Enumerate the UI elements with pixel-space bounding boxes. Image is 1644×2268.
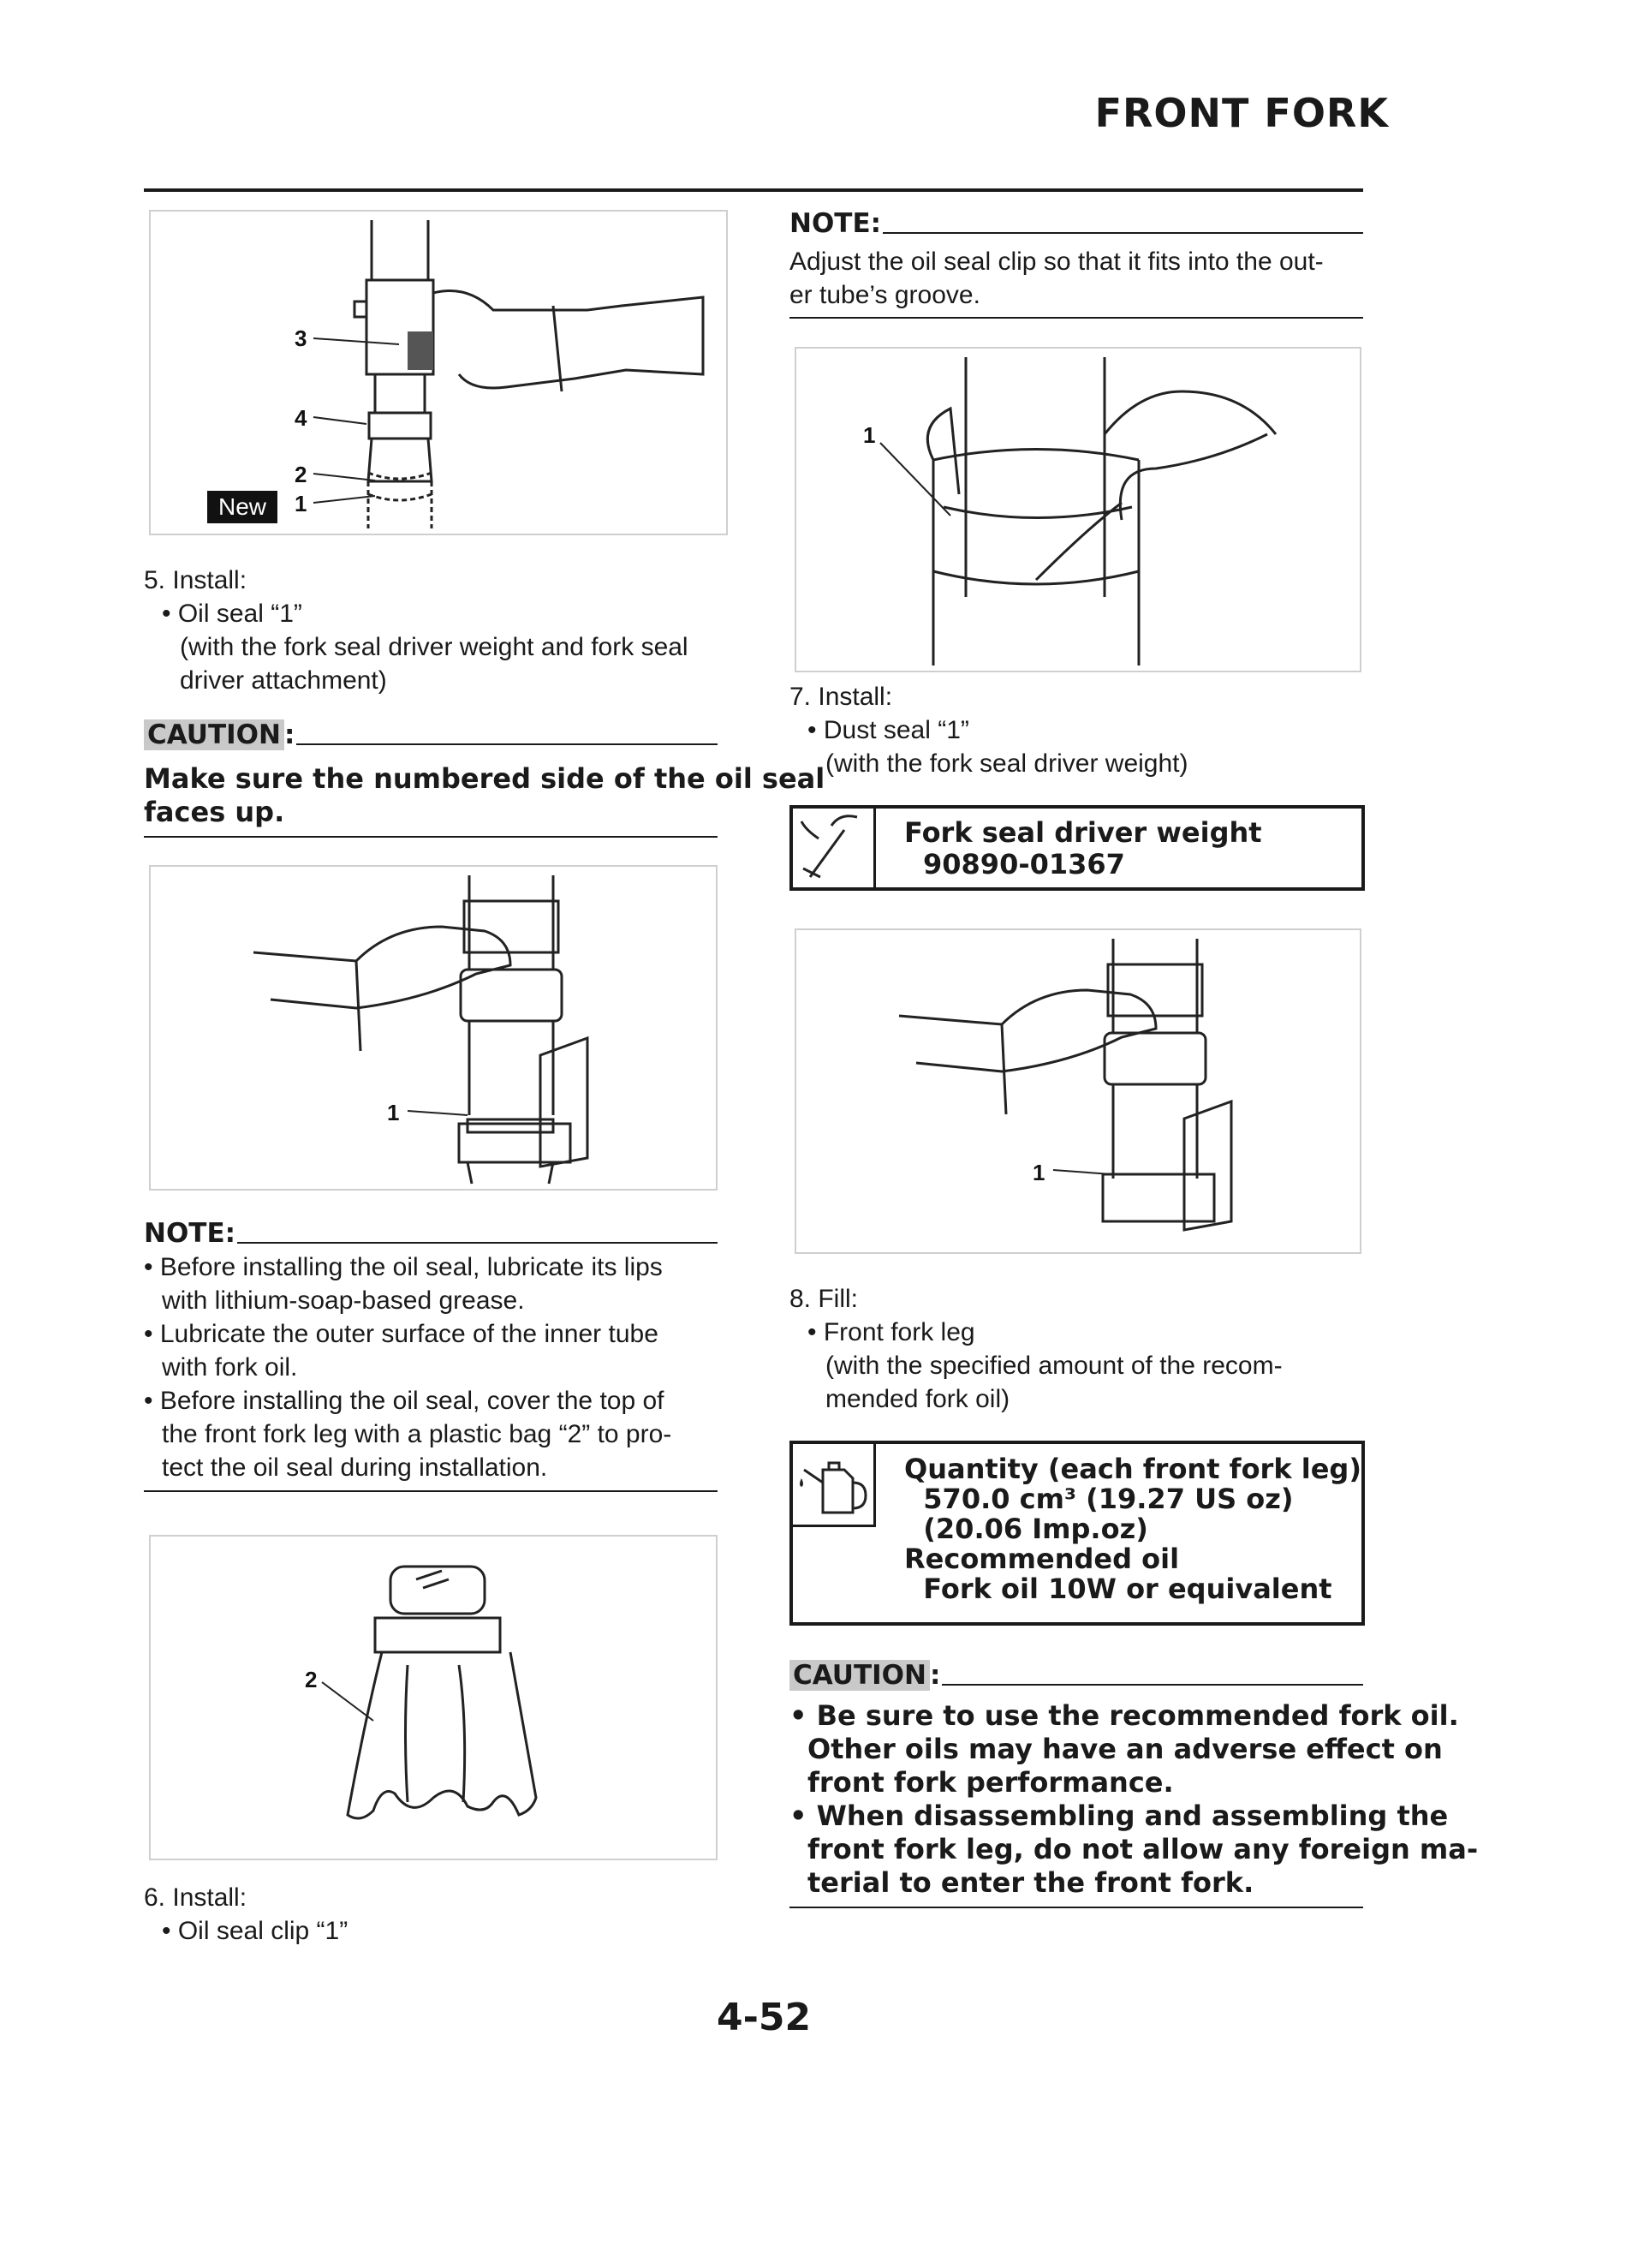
figure-dust-seal-driver [795,928,1361,1254]
header-rule [144,188,1363,192]
page-number: 4-52 [717,1996,812,2039]
note2-line-1: Adjust the oil seal clip so that it fits into the out- [789,248,1324,276]
note2-line-2: er tube’s groove. [789,281,980,309]
step8-heading: 8. Fill: [789,1285,859,1313]
figure-oil-seal-driver-drawing [151,212,726,534]
figure-dust-seal-driver-drawing [796,930,1360,1252]
step5-bullet: • Oil seal “1” [162,600,302,628]
callout-1: 1 [387,1100,400,1125]
caution1-heading: CAUTION : [144,719,718,750]
step5-detail-2: driver attachment) [180,666,387,695]
caution2-line-5: front fork leg, do not allow any foreign ma- [807,1833,1479,1865]
caution2-label: CAUTION [789,1660,930,1691]
figure-seal-driver-press [149,865,718,1191]
callout-2: 2 [305,1667,318,1692]
tool-icon-cell [793,809,876,887]
callout-1: 1 [863,422,876,448]
tool-name: Fork seal driver weight [904,816,1262,849]
oil-quantity-imp: (20.06 Imp.oz) [904,1513,1148,1545]
callout-1: 1 [1033,1160,1045,1185]
step8-detail-2: mended fork oil) [825,1385,1010,1413]
caution1-text-2: faces up. [144,796,285,828]
step6-bullet: • Oil seal clip “1” [162,1917,348,1945]
note2-heading [789,208,1363,239]
new-badge: New [217,493,267,520]
figure-seal-driver-press-drawing [151,867,716,1189]
caution2-line-6: terial to enter the front fork. [807,1866,1254,1899]
figure-plastic-bag-drawing [151,1537,716,1859]
tool-box [789,805,1365,891]
caution1-text-1: Make sure the numbered side of the oil seal [144,762,825,795]
caution2-rule [789,1907,1363,1908]
note1-line-7: tect the oil seal during installation. [162,1453,548,1482]
caution1-rule [144,836,718,838]
callout-1: 1 [295,491,307,516]
step7-heading: 7. Install: [789,683,893,711]
callout-2: 2 [295,462,307,487]
recommended-oil-label: Recommended oil [904,1543,1180,1575]
note2-rule [789,317,1363,319]
note1-line-3: • Lubricate the outer surface of the inner tube [144,1320,658,1348]
figure-plastic-bag [149,1535,718,1860]
note1-label: NOTE: [144,1218,236,1249]
caution2-heading: CAUTION : [789,1660,1363,1691]
note2-label: NOTE: [789,208,882,239]
note1-line-1: • Before installing the oil seal, lubricate its lips [144,1253,663,1281]
recommended-oil-value: Fork oil 10W or equivalent [904,1573,1332,1605]
oil-quantity-cm3: 570.0 cm³ (19.27 US oz) [904,1483,1294,1515]
step8-bullet: • Front fork leg [807,1318,975,1346]
oil-can-icon [793,1444,873,1525]
page-title: FRONT FORK [1094,90,1389,136]
figure-oil-seal-clip [795,347,1361,672]
oil-spec-box [789,1441,1365,1626]
note1-line-4: with fork oil. [162,1353,298,1382]
note1-line-5: • Before installing the oil seal, cover the top of [144,1387,664,1415]
caution2-line-4: • When disassembling and assembling the [789,1799,1449,1832]
step7-bullet: • Dust seal “1” [807,716,969,744]
tool-part-number: 90890-01367 [923,848,1125,880]
step8-detail-1: (with the specified amount of the recom- [825,1352,1283,1380]
figure-oil-seal-clip-drawing [796,349,1360,671]
caution2-line-2: Other oils may have an adverse effect on [807,1733,1443,1765]
step5-heading: 5. Install: [144,566,247,594]
oil-quantity-label: Quantity (each front fork leg) [904,1453,1361,1485]
callout-4: 4 [295,405,307,431]
step6-heading: 6. Install: [144,1883,247,1912]
figure-oil-seal-driver [149,210,728,535]
caution1-label: CAUTION [144,719,284,750]
note1-heading [144,1218,718,1249]
callout-3: 3 [295,325,307,351]
step5-detail-1: (with the fork seal driver weight and fork seal [180,633,688,661]
note1-line-6: the front fork leg with a plastic bag “2” to pro- [162,1420,672,1448]
note1-rule [144,1490,718,1492]
note1-line-2: with lithium-soap-based grease. [162,1286,525,1315]
step7-detail: (with the fork seal driver weight) [825,749,1188,778]
tool-icon [793,809,873,887]
oil-can-icon-cell [793,1444,876,1527]
caution2-line-3: front fork performance. [807,1766,1174,1799]
caution2-line-1: • Be sure to use the recommended fork oil. [789,1699,1459,1732]
